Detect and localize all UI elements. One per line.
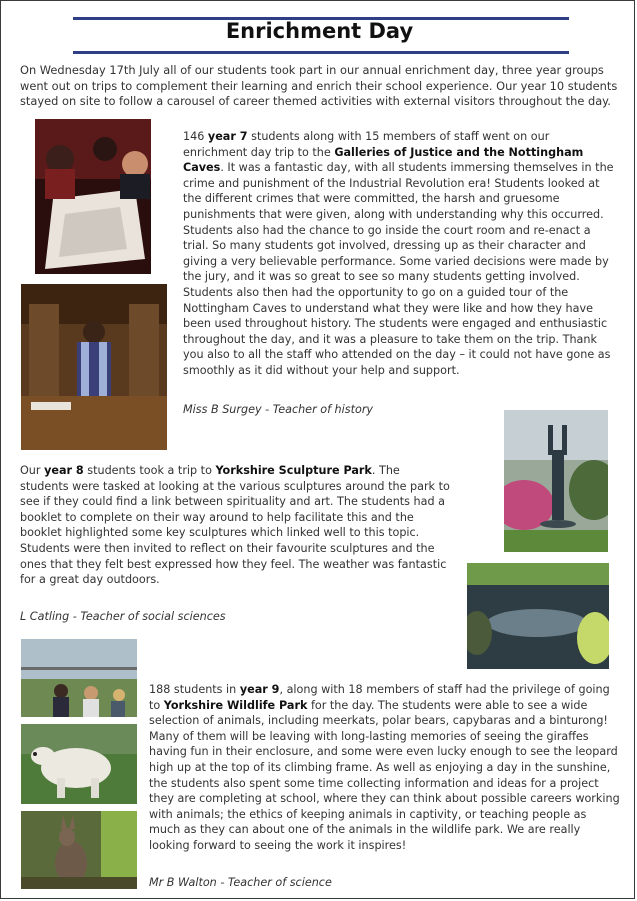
intro-paragraph: On Wednesday 17th July all of our students took part in our annual enrichment day, three year groups went out on trips to complement their learning and enrich their school experience. Our year 10 students stayed on site to follow a carousel of career themed activities with external visitors throughout the day.	[20, 63, 618, 109]
photo-student-in-courtroom	[21, 284, 167, 450]
page-title: Enrichment Day	[225, 19, 414, 43]
photo-polar-bear	[21, 724, 137, 804]
photo-wallaby	[21, 811, 137, 889]
photo-sculpture-hare	[504, 410, 608, 552]
year8-paragraph: Our year 8 students took a trip to Yorkshire Sculpture Park. The students were tasked at looking at the various sculptures around the park to see if they could find a link between spirituality and art. The students had a booklet to complete on their way around to help facilitate this and the booklet highlighted some key sculptures which linked well to this topic. Students were then invited to reflect on their favourite sculptures and the ones that they felt best expressed how they feel. The weather was fantastic for a great day outdoors.	[20, 464, 450, 587]
year8-venue: Yorkshire Sculpture Park	[215, 464, 372, 477]
year7-paragraph: 146 year 7 students along with 15 members of staff went on our enrichment day trip to the Galleries of Justice and the Nottingham Caves. It was a fantastic day, with all students immersing themselves in the crime and punishment of the Industrial Revolution era! Students looked at the different crimes that were committed, the harsh and gruesome punishments that were given, along with understanding why this occurred. Students also had the chance to go inside the court room and re-enact a trial. So many students got involved, dressing up as their character and giving a very believable performance. Some varied decisions were made by the jury, and it was so great to see so many students getting involved. Students also then had the opportunity to go on a guided tour of the Nottingham Caves to understand what they were like and how they have been used throughout history. The students were engaged and enthusiastic throughout the day, and it was a pleasure to take them on the trip. Thank you also to all the staff who attended on the day – it could not have gone as smoothly as it did without your help and support.	[183, 130, 614, 377]
title-underline	[73, 51, 569, 54]
year8-label: year 8	[44, 464, 84, 477]
year9-signature: Mr B Walton - Teacher of science	[149, 876, 332, 889]
photo-students-at-park	[21, 639, 137, 717]
year9-paragraph: 188 students in year 9, along with 18 members of staff had the privilege of going to Yorkshire Wildlife Park for the day. The students were able to see a wide selection of animals, including meerkats, polar bears, capybaras and a binturong! Many of them will be leaving with long-lasting memories of seeing the giraffes having fun in their enclosure, and some were even lucky enough to see the leopard high up at the top of its climbing frame. As well as enjoying a day in the sunshine, the students also spent some time collecting information and ideas for a project they are completing at school, where they can think about possible careers working with animals; the ethics of keeping animals in captivity, or teaching people as much as they can about one of the animals in the wildlife park. We are really looking forward to seeing the work it inspires!	[149, 683, 620, 852]
photo-lake	[467, 563, 609, 669]
year7-label: year 7	[207, 130, 248, 143]
year9-label: year 9	[239, 683, 280, 696]
year8-signature: L Catling - Teacher of social sciences	[20, 610, 226, 623]
year7-signature: Miss B Surgey - Teacher of history	[183, 403, 374, 416]
photo-students-evidence-table	[35, 119, 151, 274]
year7-venue: Galleries of Justice and the Nottingham Caves	[183, 145, 584, 175]
year9-venue: Yorkshire Wildlife Park	[163, 698, 308, 712]
